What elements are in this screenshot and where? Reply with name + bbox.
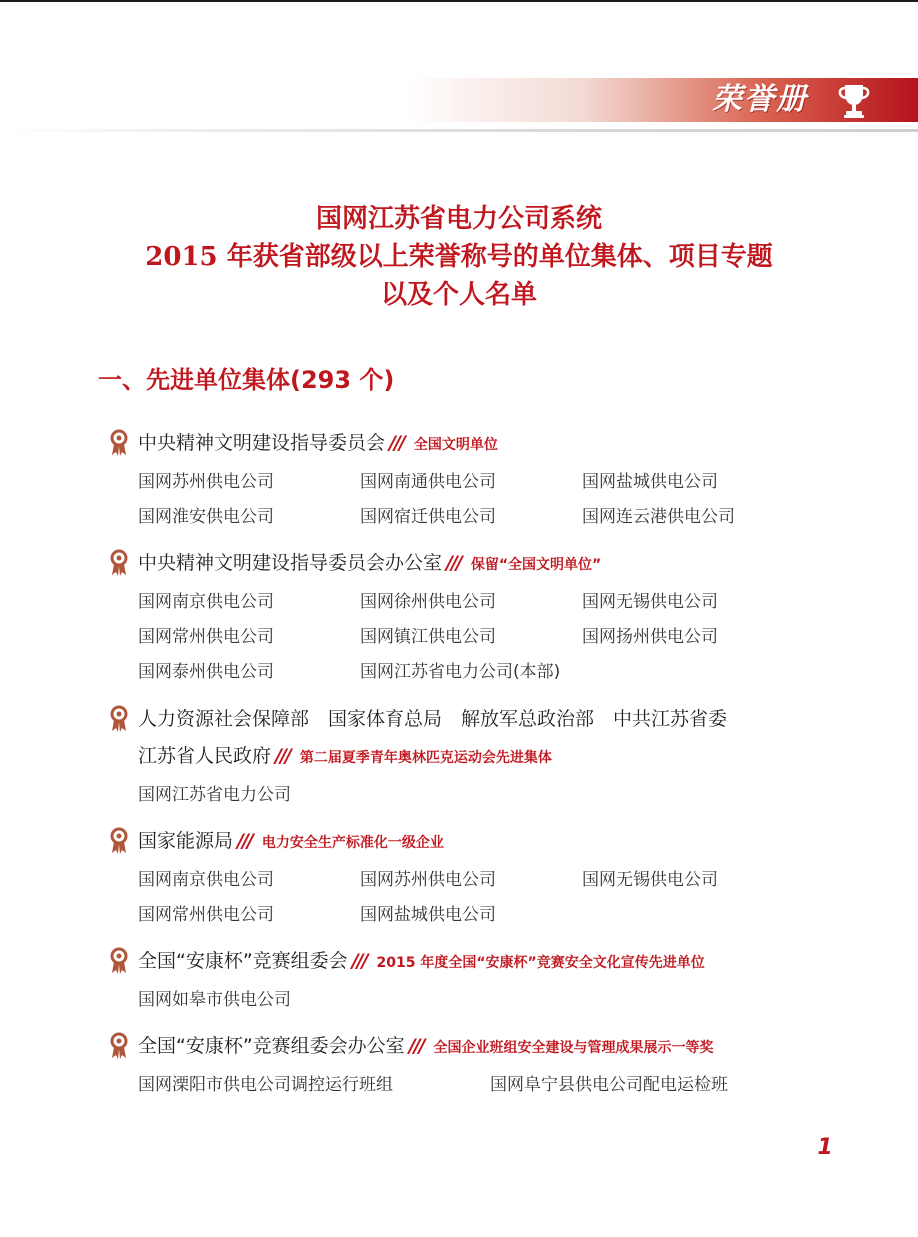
unit-row [138,622,818,652]
unit-row [138,900,818,930]
unit-row [138,657,818,687]
slash-divider: /// [351,950,367,972]
top-border-rule [0,0,918,2]
unit-row [138,865,818,895]
unit-name: 国网镇江供电公司 [360,627,496,647]
issuer-name: 中央精神文明建设指导委员会办公室 [138,552,443,574]
slash-divider: /// [446,552,461,574]
issuer-name: 人力资源社会保障部 国家体育总局 解放军总政治部 中共江苏省委 [138,708,728,730]
award-title: 第二届夏季青年奥林匹克运动会先进集体 [299,750,552,766]
award-title: 全国企业班组安全建设与管理成果展示一等奖 [433,1040,714,1056]
issuer-name: 全国“安康杯”竞赛组委会办公室 [138,1035,405,1057]
unit-name: 国网溧阳市供电公司调控运行班组 [138,1075,393,1095]
medal-icon [108,705,130,733]
slash-divider: /// [275,745,290,767]
slash-divider: /// [237,830,252,852]
unit-row [138,502,818,532]
medal-icon [108,549,130,577]
unit-row [138,587,818,617]
award-title: 2015 年度全国“安康杯”竞赛安全文化宣传先进单位 [376,955,705,971]
award-title: 全国文明单位 [413,437,498,453]
medal-icon [108,947,130,975]
unit-name: 国网无锡供电公司 [582,592,718,612]
issuer-line [138,427,498,459]
unit-name: 国网常州供电公司 [138,905,274,925]
title-line-3: 以及个人名单 [380,280,537,310]
unit-row [138,780,818,810]
unit-name: 国网盐城供电公司 [582,472,718,492]
page-number: 1 [817,1135,833,1160]
unit-name: 国网连云港供电公司 [582,507,735,527]
document-title [59,200,859,314]
slash-divider: /// [408,1035,424,1057]
medal-icon [108,429,130,457]
unit-name: 国网苏州供电公司 [360,870,496,890]
award-title: 电力安全生产标准化一级企业 [261,835,444,851]
header-divider [0,129,918,132]
medal-icon [108,1032,130,1060]
slash-divider: /// [389,432,404,454]
issuer-name: 国家能源局 [138,830,234,852]
unit-name: 国网南京供电公司 [138,870,274,890]
issuer-line [138,703,727,735]
unit-name: 国网常州供电公司 [138,627,274,647]
issuer-name: 江苏省人民政府 [138,745,272,767]
unit-name: 国网淮安供电公司 [138,507,274,527]
issuer-line [138,740,552,772]
unit-name: 国网泰州供电公司 [138,662,274,682]
issuer-line [138,825,444,857]
medal-icon [108,827,130,855]
award-title: 保留“全国文明单位” [470,557,602,573]
issuer-name: 中央精神文明建设指导委员会 [138,432,386,454]
title-line-1: 国网江苏省电力公司系统 [315,204,602,234]
unit-row [138,985,818,1015]
unit-name: 国网江苏省电力公司 [138,785,291,805]
unit-name: 国网盐城供电公司 [360,905,496,925]
unit-name: 国网徐州供电公司 [360,592,496,612]
issuer-line [138,945,705,977]
unit-name: 国网扬州供电公司 [582,627,718,647]
unit-name: 国网宿迁供电公司 [360,507,496,527]
unit-name: 国网江苏省电力公司(本部) [360,662,561,682]
unit-name: 国网南通供电公司 [360,472,496,492]
unit-name: 国网无锡供电公司 [582,870,718,890]
unit-name: 国网苏州供电公司 [138,472,274,492]
issuer-name: 全国“安康杯”竞赛组委会 [138,950,348,972]
unit-name: 国网如皋市供电公司 [138,990,291,1010]
unit-name: 国网阜宁县供电公司配电运检班 [490,1075,728,1095]
unit-row [138,467,818,497]
issuer-line [138,547,601,579]
title-line-2: 2015 年获省部级以上荣誉称号的单位集体、项目专题 [145,242,773,272]
header-title: 荣誉册 [712,82,808,117]
unit-row [138,1070,818,1100]
issuer-line [138,1030,714,1062]
section-heading: 一、先进单位集体(293 个) [98,366,395,394]
unit-name: 国网南京供电公司 [138,592,274,612]
trophy-icon [834,82,874,120]
